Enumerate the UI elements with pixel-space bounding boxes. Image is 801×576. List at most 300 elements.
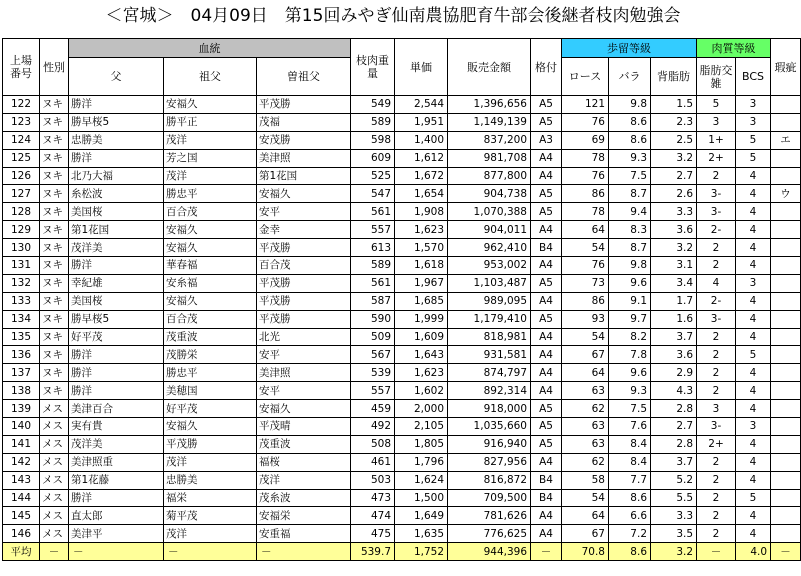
cell-carcass-weight: 473 — [351, 489, 395, 507]
cell-father: 忠勝美 — [69, 131, 164, 149]
table-row — [3, 507, 801, 525]
table-row — [3, 149, 801, 167]
cell-marbling: 2 — [697, 346, 736, 364]
cell-grandfather: 茂勝栄 — [164, 346, 257, 364]
cell-unit-price: 1,908 — [395, 203, 448, 221]
cell-sales-amount: 962,410 — [448, 239, 531, 257]
cell-unit-price: 1,672 — [395, 167, 448, 185]
cell-defect — [771, 453, 801, 471]
cell-defect — [771, 525, 801, 543]
cell-defect — [771, 328, 801, 346]
cell-sales-amount: 1,149,139 — [448, 113, 531, 131]
cell-carcass-weight: 557 — [351, 221, 395, 239]
cell-defect: ウ — [771, 185, 801, 203]
cell-great-grandfather: 平茂勝 — [257, 292, 351, 310]
cell-bcs: 4 — [736, 185, 771, 203]
cell-back-fat: 2.3 — [651, 113, 697, 131]
cell-father: 糸松波 — [69, 185, 164, 203]
cell-lot-no: 137 — [3, 364, 40, 382]
cell-marbling: 2+ — [697, 435, 736, 453]
cell-rib-thickness: 7.5 — [609, 167, 651, 185]
cell-grandfather: 菊平茂 — [164, 507, 257, 525]
table-row — [3, 185, 801, 203]
average-price: 1,752 — [395, 543, 448, 561]
cell-defect — [771, 346, 801, 364]
cell-grandfather: 美穂国 — [164, 382, 257, 400]
cell-marbling: 3 — [697, 113, 736, 131]
cell-carcass-weight: 613 — [351, 239, 395, 257]
cell-unit-price: 1,654 — [395, 185, 448, 203]
cell-bcs: 5 — [736, 489, 771, 507]
cell-grade: B4 — [531, 471, 562, 489]
cell-great-grandfather: 安茂勝 — [257, 131, 351, 149]
cell-grandfather: 勝平正 — [164, 113, 257, 131]
cell-rib-eye: 63 — [562, 382, 609, 400]
cell-bcs: 4 — [736, 257, 771, 275]
cell-grandfather: 安福久 — [164, 221, 257, 239]
cell-carcass-weight: 475 — [351, 525, 395, 543]
cell-rib-thickness: 8.6 — [609, 489, 651, 507]
cell-sex: メス — [40, 489, 69, 507]
average-fat: 3.2 — [651, 543, 697, 561]
table-row — [3, 257, 801, 275]
table-row — [3, 346, 801, 364]
cell-lot-no: 132 — [3, 274, 40, 292]
cell-back-fat: 5.2 — [651, 471, 697, 489]
cell-grandfather: 芳之国 — [164, 149, 257, 167]
table-row — [3, 435, 801, 453]
cell-sales-amount: 989,095 — [448, 292, 531, 310]
cell-rib-eye: 69 — [562, 131, 609, 149]
cell-grandfather: 勝忠平 — [164, 364, 257, 382]
cell-father: 幸紀雄 — [69, 274, 164, 292]
cell-bcs: 4 — [736, 507, 771, 525]
cell-great-grandfather: 美津照 — [257, 364, 351, 382]
cell-father: 勝洋 — [69, 364, 164, 382]
header-great-grandfather: 曽祖父 — [257, 58, 351, 96]
cell-back-fat: 2.6 — [651, 185, 697, 203]
cell-sales-amount: 916,940 — [448, 435, 531, 453]
cell-bcs: 4 — [736, 221, 771, 239]
cell-father: 美津平 — [69, 525, 164, 543]
cell-grandfather: 好平茂 — [164, 400, 257, 418]
table-row — [3, 418, 801, 436]
cell-marbling: 2+ — [697, 149, 736, 167]
cell-back-fat: 2.8 — [651, 435, 697, 453]
cell-lot-no: 127 — [3, 185, 40, 203]
cell-bcs: 4 — [736, 239, 771, 257]
cell-rib-thickness: 8.4 — [609, 435, 651, 453]
cell-marbling: 5 — [697, 96, 736, 114]
cell-great-grandfather: 福桜 — [257, 453, 351, 471]
cell-sex: ヌキ — [40, 167, 69, 185]
cell-lot-no: 123 — [3, 113, 40, 131]
cell-rib-eye: 63 — [562, 418, 609, 436]
table-row — [3, 364, 801, 382]
table-body — [3, 96, 801, 543]
cell-rib-eye: 62 — [562, 400, 609, 418]
table-row — [3, 131, 801, 149]
cell-defect — [771, 400, 801, 418]
cell-carcass-weight: 589 — [351, 257, 395, 275]
cell-defect — [771, 239, 801, 257]
cell-grandfather: 平茂勝 — [164, 435, 257, 453]
cell-grade: A4 — [531, 292, 562, 310]
cell-lot-no: 128 — [3, 203, 40, 221]
cell-great-grandfather: 平茂勝 — [257, 96, 351, 114]
cell-grandfather: 安福久 — [164, 292, 257, 310]
cell-lot-no: 125 — [3, 149, 40, 167]
cell-great-grandfather: 安重福 — [257, 525, 351, 543]
cell-sales-amount: 837,200 — [448, 131, 531, 149]
cell-sex: ヌキ — [40, 239, 69, 257]
table-row — [3, 310, 801, 328]
cell-back-fat: 1.7 — [651, 292, 697, 310]
cell-lot-no: 131 — [3, 257, 40, 275]
cell-bcs: 5 — [736, 149, 771, 167]
table-row — [3, 292, 801, 310]
cell-rib-eye: 78 — [562, 149, 609, 167]
table-row — [3, 328, 801, 346]
header-defect: 瑕疵 — [771, 39, 801, 96]
cell-sales-amount: 953,002 — [448, 257, 531, 275]
cell-carcass-weight: 557 — [351, 382, 395, 400]
cell-marbling: 3 — [697, 400, 736, 418]
cell-back-fat: 5.5 — [651, 489, 697, 507]
average-grandfather: － — [164, 543, 257, 561]
cell-carcass-weight: 547 — [351, 185, 395, 203]
cell-sales-amount: 877,800 — [448, 167, 531, 185]
cell-carcass-weight: 587 — [351, 292, 395, 310]
cell-back-fat: 3.3 — [651, 203, 697, 221]
cell-grade: A5 — [531, 418, 562, 436]
cell-father: 茂洋美 — [69, 435, 164, 453]
cell-unit-price: 2,000 — [395, 400, 448, 418]
cell-rib-thickness: 8.6 — [609, 131, 651, 149]
cell-unit-price: 1,500 — [395, 489, 448, 507]
table-row — [3, 203, 801, 221]
cell-great-grandfather: 北光 — [257, 328, 351, 346]
cell-rib-thickness: 7.6 — [609, 418, 651, 436]
cell-marbling: 2 — [697, 453, 736, 471]
cell-defect — [771, 507, 801, 525]
cell-grade: A5 — [531, 203, 562, 221]
cell-father: 勝早桜5 — [69, 113, 164, 131]
cell-bcs: 5 — [736, 131, 771, 149]
cell-great-grandfather: 安福栄 — [257, 507, 351, 525]
cell-great-grandfather: 茂糸波 — [257, 489, 351, 507]
cell-father: 茂洋美 — [69, 239, 164, 257]
cell-defect — [771, 418, 801, 436]
cell-rib-thickness: 9.1 — [609, 292, 651, 310]
cell-grandfather: 華春福 — [164, 257, 257, 275]
cell-unit-price: 1,649 — [395, 507, 448, 525]
cell-grandfather: 茂洋 — [164, 131, 257, 149]
cell-rib-eye: 76 — [562, 167, 609, 185]
cell-great-grandfather: 安福久 — [257, 400, 351, 418]
cell-carcass-weight: 561 — [351, 203, 395, 221]
cell-bcs: 4 — [736, 435, 771, 453]
cell-great-grandfather: 平茂勝 — [257, 310, 351, 328]
cell-sex: ヌキ — [40, 149, 69, 167]
cell-great-grandfather: 安平 — [257, 346, 351, 364]
cell-bcs: 5 — [736, 346, 771, 364]
cell-unit-price: 1,618 — [395, 257, 448, 275]
table-row — [3, 239, 801, 257]
cell-marbling: 2 — [697, 328, 736, 346]
cell-defect — [771, 471, 801, 489]
cell-rib-eye: 76 — [562, 257, 609, 275]
cell-lot-no: 139 — [3, 400, 40, 418]
cell-father: 勝洋 — [69, 489, 164, 507]
cell-great-grandfather: 美津照 — [257, 149, 351, 167]
cell-lot-no: 126 — [3, 167, 40, 185]
cell-defect — [771, 167, 801, 185]
cell-back-fat: 3.4 — [651, 274, 697, 292]
cell-defect: エ — [771, 131, 801, 149]
cell-grade: A4 — [531, 453, 562, 471]
cell-lot-no: 124 — [3, 131, 40, 149]
cell-grandfather: 茂洋 — [164, 453, 257, 471]
cell-bcs: 3 — [736, 274, 771, 292]
cell-sex: ヌキ — [40, 203, 69, 221]
cell-sex: ヌキ — [40, 274, 69, 292]
header-grade: 格付 — [531, 39, 562, 96]
cell-sales-amount: 904,011 — [448, 221, 531, 239]
cell-marbling: 3- — [697, 418, 736, 436]
cell-sex: ヌキ — [40, 131, 69, 149]
cell-carcass-weight: 459 — [351, 400, 395, 418]
cell-rib-thickness: 9.4 — [609, 203, 651, 221]
cell-great-grandfather: 平茂勝 — [257, 274, 351, 292]
cell-great-grandfather: 安福久 — [257, 185, 351, 203]
cell-grade: A4 — [531, 149, 562, 167]
cell-rib-thickness: 7.8 — [609, 346, 651, 364]
cell-back-fat: 3.2 — [651, 149, 697, 167]
cell-rib-eye: 86 — [562, 292, 609, 310]
cell-defect — [771, 96, 801, 114]
cell-unit-price: 1,623 — [395, 364, 448, 382]
cell-sex: ヌキ — [40, 221, 69, 239]
cell-grade: A5 — [531, 310, 562, 328]
cell-bcs: 4 — [736, 382, 771, 400]
average-father: － — [69, 543, 164, 561]
cell-sales-amount: 818,981 — [448, 328, 531, 346]
cell-lot-no: 129 — [3, 221, 40, 239]
cell-rib-eye: 67 — [562, 525, 609, 543]
cell-rib-eye: 121 — [562, 96, 609, 114]
cell-unit-price: 2,544 — [395, 96, 448, 114]
header-meat-grade: 肉質等級 — [697, 39, 771, 58]
cell-unit-price: 1,400 — [395, 131, 448, 149]
cell-father: 第1花藤 — [69, 471, 164, 489]
cell-grade: A4 — [531, 346, 562, 364]
cell-grade: A4 — [531, 525, 562, 543]
cell-carcass-weight: 590 — [351, 310, 395, 328]
cell-defect — [771, 221, 801, 239]
cell-rib-thickness: 9.3 — [609, 149, 651, 167]
cell-rib-eye: 76 — [562, 113, 609, 131]
cell-carcass-weight: 567 — [351, 346, 395, 364]
cell-sales-amount: 1,396,656 — [448, 96, 531, 114]
cell-back-fat: 3.2 — [651, 239, 697, 257]
cell-back-fat: 2.8 — [651, 400, 697, 418]
cell-defect — [771, 364, 801, 382]
cell-rib-eye: 64 — [562, 221, 609, 239]
cell-sex: ヌキ — [40, 292, 69, 310]
cell-bcs: 4 — [736, 364, 771, 382]
cell-rib-eye: 54 — [562, 328, 609, 346]
cell-father: 勝洋 — [69, 257, 164, 275]
table-row — [3, 113, 801, 131]
average-bcs: 4.0 — [736, 543, 771, 561]
cell-rib-thickness: 9.8 — [609, 257, 651, 275]
table-row — [3, 221, 801, 239]
cell-marbling: 2 — [697, 364, 736, 382]
table-row — [3, 525, 801, 543]
cell-sales-amount: 1,070,388 — [448, 203, 531, 221]
cell-rib-eye: 58 — [562, 471, 609, 489]
cell-great-grandfather: 百合茂 — [257, 257, 351, 275]
average-loin: 70.8 — [562, 543, 609, 561]
cell-rib-thickness: 8.3 — [609, 221, 651, 239]
carcass-results-table — [2, 38, 801, 561]
cell-rib-thickness: 9.6 — [609, 364, 651, 382]
header-sales-amount: 販売金額 — [448, 39, 531, 96]
cell-carcass-weight: 509 — [351, 328, 395, 346]
cell-carcass-weight: 474 — [351, 507, 395, 525]
cell-defect — [771, 292, 801, 310]
cell-father: 美津百合 — [69, 400, 164, 418]
cell-father: 北乃大福 — [69, 167, 164, 185]
cell-grade: A5 — [531, 435, 562, 453]
cell-grade: B4 — [531, 489, 562, 507]
cell-sales-amount: 816,872 — [448, 471, 531, 489]
cell-unit-price: 1,624 — [395, 471, 448, 489]
cell-marbling: 2- — [697, 221, 736, 239]
cell-sales-amount: 781,626 — [448, 507, 531, 525]
cell-grandfather: 安糸福 — [164, 274, 257, 292]
table-row — [3, 96, 801, 114]
cell-grandfather: 安福久 — [164, 96, 257, 114]
cell-great-grandfather: 安平 — [257, 382, 351, 400]
cell-lot-no: 143 — [3, 471, 40, 489]
cell-father: 勝洋 — [69, 346, 164, 364]
cell-father: 美国桜 — [69, 292, 164, 310]
header-lot-no: 上場番号 — [3, 39, 40, 96]
cell-father: 第1花国 — [69, 221, 164, 239]
cell-lot-no: 136 — [3, 346, 40, 364]
cell-sales-amount: 931,581 — [448, 346, 531, 364]
cell-unit-price: 1,951 — [395, 113, 448, 131]
cell-sales-amount: 1,035,660 — [448, 418, 531, 436]
average-weight: 539.7 — [351, 543, 395, 561]
cell-unit-price: 1,967 — [395, 274, 448, 292]
cell-sex: ヌキ — [40, 185, 69, 203]
cell-carcass-weight: 589 — [351, 113, 395, 131]
cell-grandfather: 百合茂 — [164, 203, 257, 221]
cell-great-grandfather: 金幸 — [257, 221, 351, 239]
cell-great-grandfather: 安平 — [257, 203, 351, 221]
cell-rib-thickness: 8.7 — [609, 185, 651, 203]
table-row — [3, 274, 801, 292]
cell-sales-amount: 709,500 — [448, 489, 531, 507]
cell-defect — [771, 149, 801, 167]
cell-carcass-weight: 549 — [351, 96, 395, 114]
header-sex: 性別 — [40, 39, 69, 96]
cell-sales-amount: 904,738 — [448, 185, 531, 203]
cell-marbling: 3- — [697, 203, 736, 221]
cell-bcs: 4 — [736, 453, 771, 471]
cell-grandfather: 勝忠平 — [164, 185, 257, 203]
cell-rib-thickness: 7.5 — [609, 400, 651, 418]
cell-back-fat: 4.3 — [651, 382, 697, 400]
cell-defect — [771, 257, 801, 275]
cell-sales-amount: 874,797 — [448, 364, 531, 382]
cell-rib-thickness: 8.6 — [609, 113, 651, 131]
cell-sex: メス — [40, 471, 69, 489]
cell-marbling: 2 — [697, 167, 736, 185]
cell-grade: A5 — [531, 274, 562, 292]
cell-sales-amount: 892,314 — [448, 382, 531, 400]
cell-rib-eye: 93 — [562, 310, 609, 328]
cell-lot-no: 141 — [3, 435, 40, 453]
header-bloodline: 血統 — [69, 39, 351, 58]
cell-lot-no: 145 — [3, 507, 40, 525]
cell-back-fat: 3.6 — [651, 346, 697, 364]
cell-sex: メス — [40, 525, 69, 543]
header-carcass-weight: 枝肉重量 — [351, 39, 395, 96]
cell-marbling: 2 — [697, 471, 736, 489]
cell-grade: A4 — [531, 364, 562, 382]
cell-sales-amount: 1,103,487 — [448, 274, 531, 292]
cell-sex: ヌキ — [40, 382, 69, 400]
header-rib-thickness: バラ — [609, 58, 651, 96]
cell-defect — [771, 435, 801, 453]
cell-sex: メス — [40, 400, 69, 418]
cell-sex: ヌキ — [40, 328, 69, 346]
cell-marbling: 2 — [697, 382, 736, 400]
cell-father: 勝早桜5 — [69, 310, 164, 328]
cell-rib-thickness: 6.6 — [609, 507, 651, 525]
cell-sex: メス — [40, 507, 69, 525]
cell-unit-price: 1,602 — [395, 382, 448, 400]
cell-rib-thickness: 7.7 — [609, 471, 651, 489]
cell-rib-thickness: 9.6 — [609, 274, 651, 292]
cell-father: 勝洋 — [69, 96, 164, 114]
cell-carcass-weight: 508 — [351, 435, 395, 453]
cell-great-grandfather: 平茂勝 — [257, 239, 351, 257]
cell-sex: ヌキ — [40, 113, 69, 131]
cell-unit-price: 1,612 — [395, 149, 448, 167]
cell-rib-thickness: 8.4 — [609, 453, 651, 471]
cell-back-fat: 3.7 — [651, 328, 697, 346]
cell-back-fat: 3.3 — [651, 507, 697, 525]
header-grandfather: 祖父 — [164, 58, 257, 96]
cell-grandfather: 茂重波 — [164, 328, 257, 346]
cell-unit-price: 2,105 — [395, 418, 448, 436]
cell-carcass-weight: 598 — [351, 131, 395, 149]
cell-unit-price: 1,623 — [395, 221, 448, 239]
header-unit-price: 単価 — [395, 39, 448, 96]
cell-father: 好平茂 — [69, 328, 164, 346]
header-back-fat: 背脂肪 — [651, 58, 697, 96]
cell-grade: A4 — [531, 382, 562, 400]
cell-rib-eye: 63 — [562, 435, 609, 453]
cell-back-fat: 1.6 — [651, 310, 697, 328]
average-great-grandfather: － — [257, 543, 351, 561]
cell-lot-no: 138 — [3, 382, 40, 400]
